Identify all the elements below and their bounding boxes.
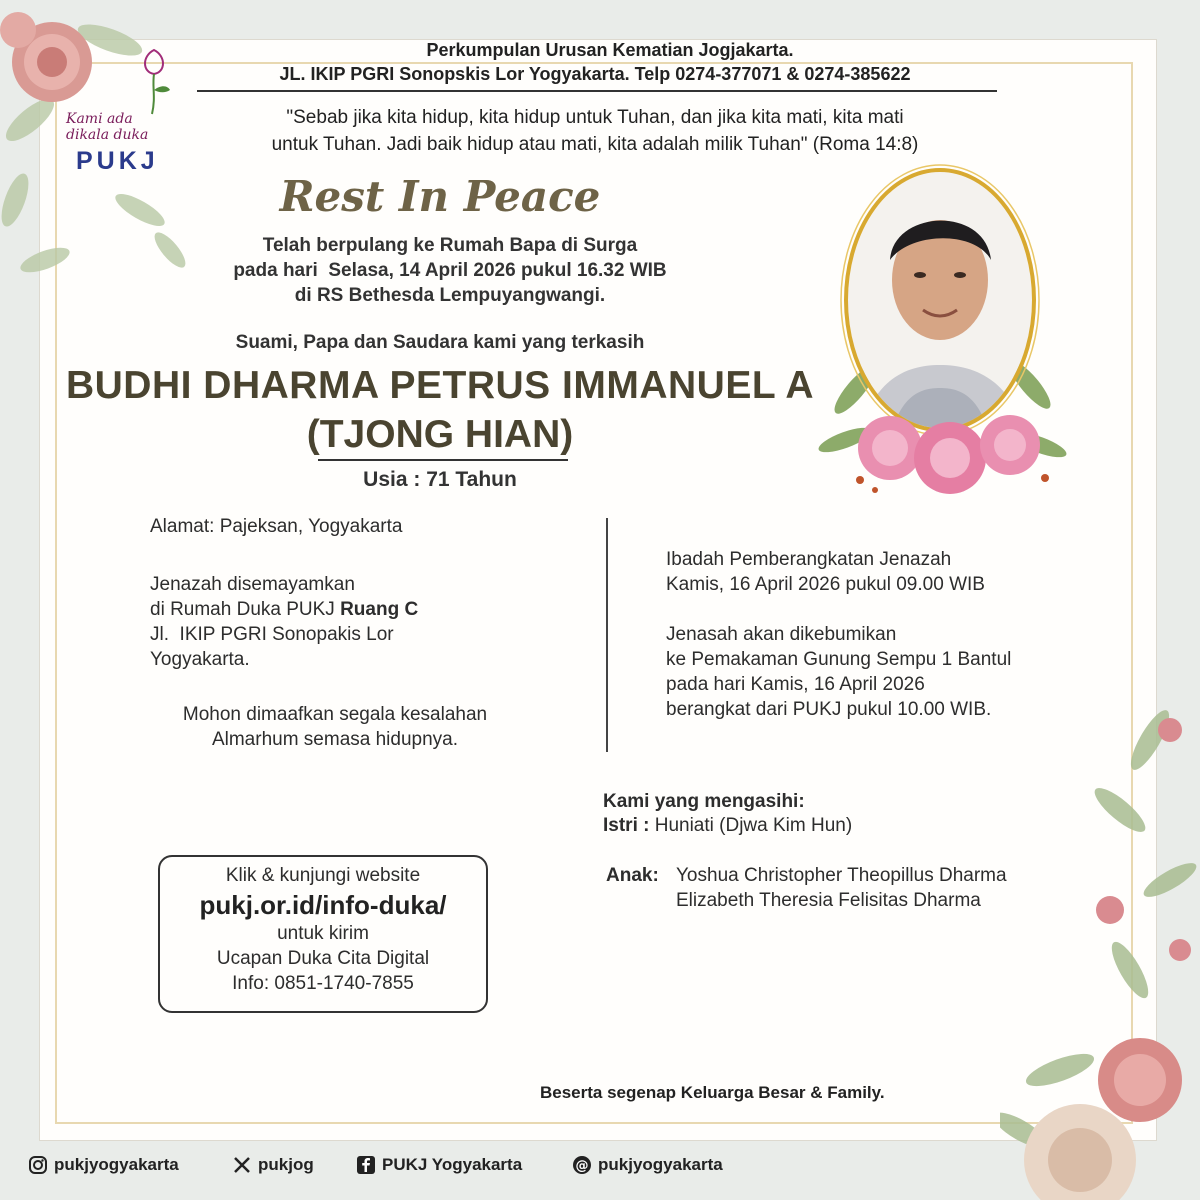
lying-line1: Jenazah disemayamkan [150,574,355,595]
website-contact-info: Info: 0851-1740-7855 [232,973,414,994]
relation-line: Suami, Papa dan Saudara kami yang terkasih [235,332,645,353]
logo-pukj: PUKJ [76,147,159,175]
wife-name: Huniati (Djwa Kim Hun) [654,815,853,836]
website-intro: Klik & kunjungi website [225,865,421,886]
portrait-photo [815,160,1075,460]
service-line2: Kamis, 16 April 2026 pukul 09.00 WIB [666,574,985,595]
logo-tagline [66,111,176,143]
floral-bottom-right-decoration [1000,680,1200,1200]
logo-tagline-line1: Kami ada [66,111,133,127]
verse-line1: "Sebab jika kita hidup, kita hidup untuk Tuhan, dan jika kita mati, kita mati [286,107,904,128]
instagram-icon [28,1155,48,1175]
svg-text:@: @ [575,1158,589,1174]
apology-text [130,702,540,752]
website-info-box [158,855,488,1013]
column-divider [606,518,608,752]
bible-verse [180,104,1010,158]
org-name: Perkumpulan Urusan Kematian Jogjakarta. [426,40,794,60]
child-name: Yoshua Christopher Theopillus Dharma [676,865,1007,886]
deceased-name: BUDHI DHARMA PETRUS IMMANUEL A [65,364,815,407]
social-facebook[interactable] [356,1150,522,1180]
wife-label: Istri : [603,815,650,836]
address-info: Alamat: Pajeksan, Yogyakarta [150,516,403,537]
child-name: Elizabeth Theresia Felisitas Dharma [676,890,981,911]
lying-line4: Yogyakarta. [150,649,250,670]
social-threads[interactable] [572,1150,723,1180]
deceased-age: Usia : 71 Tahun [363,468,517,491]
children-label: Anak: [606,865,659,886]
children-list [676,863,1096,913]
lying-in-state-info [150,572,590,672]
facebook-icon [356,1155,376,1175]
rest-in-peace-title: Rest In Peace [279,172,601,221]
social-instagram[interactable] [28,1150,179,1180]
announcement-line3: di RS Bethesda Lempuyangwangi. [294,285,606,306]
apology-line2: Almarhum semasa hidupnya. [211,729,459,750]
wife-row [603,813,1023,838]
social-x[interactable] [232,1150,314,1180]
burial-line1: Jenasah akan dikebumikan [666,624,897,645]
deceased-alias: (TJONG HIAN) [306,413,574,456]
threads-icon [572,1155,592,1175]
rose-logo-icon [134,42,174,117]
logo-tagline-line2: dikala duka [66,127,149,143]
lying-room: Ruang C [340,599,419,620]
threads-handle: pukjyogyakarta [598,1155,723,1174]
org-address: JL. IKIP PGRI Sonopskis Lor Yogyakarta. Telp 0274-377071 & 0274-385622 [279,64,911,84]
x-handle: pukjog [258,1155,314,1174]
burial-line2: ke Pemakaman Gunung Sempu 1 Bantul [666,649,1012,670]
apology-line1: Mohon dimaafkan segala kesalahan [182,704,488,725]
burial-line3: pada hari Kamis, 16 April 2026 [666,674,925,695]
closing-family-line: Beserta segenap Keluarga Besar & Family. [540,1083,885,1102]
website-line3: untuk kirim [277,923,369,944]
website-url-link[interactable]: pukj.or.id/info-duka/ [199,890,447,920]
x-icon [232,1155,252,1175]
announcement-line2: pada hari Selasa, 14 April 2026 pukul 16.32 WIB [233,260,667,281]
pink-roses-decoration [856,415,1049,494]
name-underline [318,459,568,461]
burial-line4: berangkat dari PUKJ pukul 10.00 WIB. [666,699,992,720]
burial-info [666,622,1096,722]
lying-line2 [150,597,590,622]
service-line1: Ibadah Pemberangkatan Jenazah [666,549,952,570]
portrait-frame [815,160,1075,500]
death-announcement [160,233,740,308]
lying-line3: Jl. IKIP PGRI Sonopakis Lor [150,624,394,645]
instagram-handle: pukjyogyakarta [54,1155,179,1174]
lying-line2-prefix: di Rumah Duka PUKJ [150,599,341,620]
verse-line2: untuk Tuhan. Jadi baik hidup atau mati, kita adalah milik Tuhan" (Roma 14:8) [271,134,919,155]
family-heading: Kami yang mengasihi: [603,791,805,812]
service-info [666,547,1086,597]
facebook-handle: PUKJ Yogyakarta [382,1155,523,1174]
website-line4: Ucapan Duka Cita Digital [216,948,430,969]
header-divider [197,90,997,92]
announcement-line1: Telah berpulang ke Rumah Bapa di Surga [262,235,638,256]
